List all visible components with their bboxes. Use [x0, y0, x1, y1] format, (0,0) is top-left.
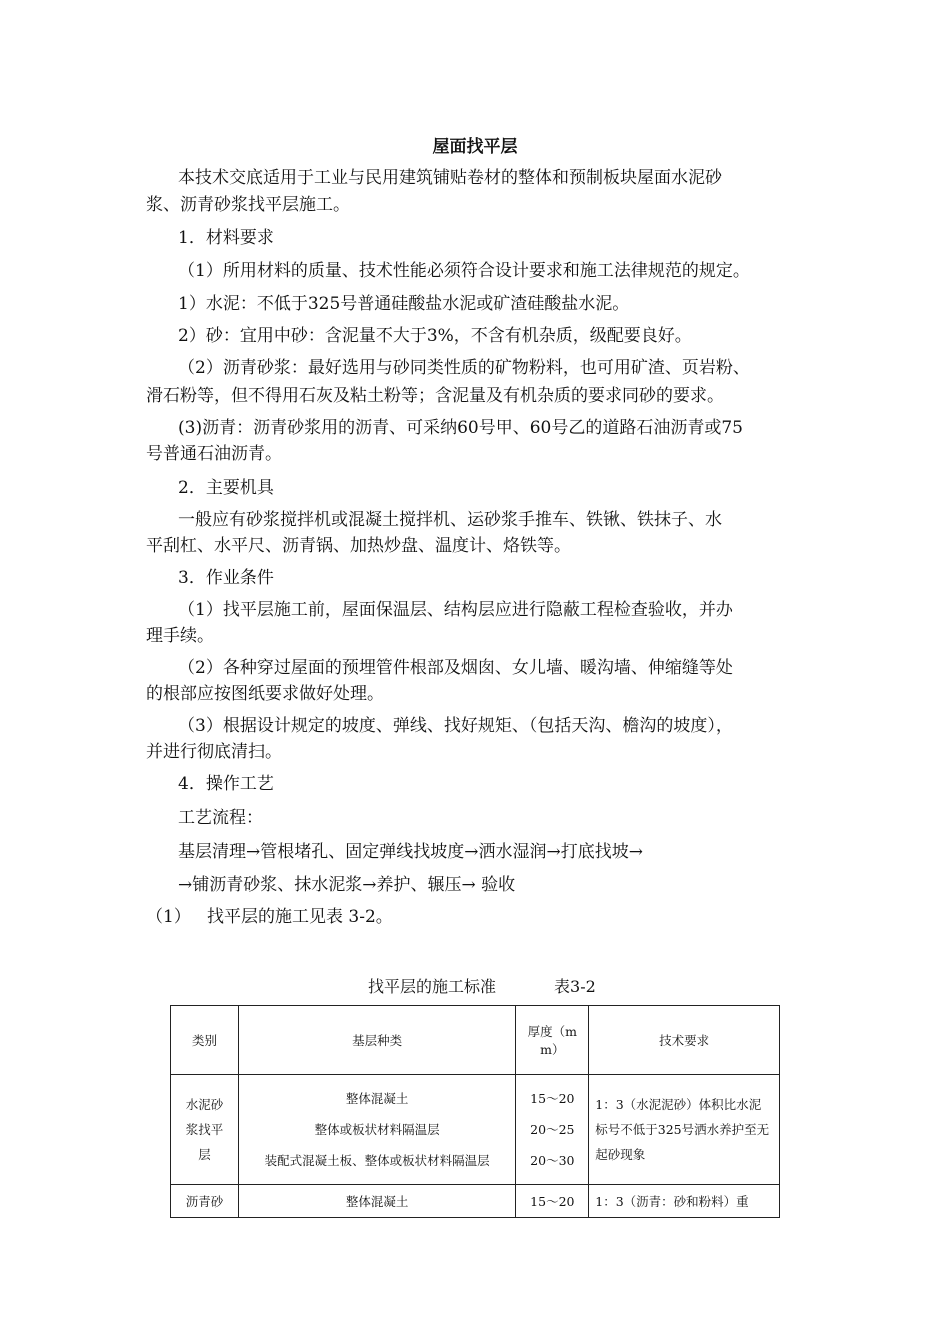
base-cell: 整体混凝土	[238, 1185, 515, 1218]
thickness-line: 20～25	[530, 1122, 575, 1137]
paragraph-line: （2）沥青砂浆：最好选用与砂同类性质的矿物粉料，也可用矿渣、页岩粉、	[178, 358, 750, 378]
section-heading: 3．作业条件	[178, 568, 274, 588]
header-cell-thickness	[516, 1006, 589, 1075]
table-caption-title: 找平层的施工标准	[368, 977, 497, 996]
page-title: 屋面找平层	[432, 137, 518, 157]
section-heading: 1．材料要求	[178, 228, 274, 248]
category-line: 水泥砂	[185, 1097, 224, 1112]
construction-standard-table	[170, 1005, 780, 1218]
paragraph-line: （1）找平层施工前，屋面保温层、结构层应进行隐蔽工程检查验收，并办	[178, 600, 733, 620]
table-number: 表3-2	[554, 977, 596, 996]
table-row	[171, 1185, 780, 1218]
paragraph-line: （2）各种穿过屋面的预埋管件根部及烟囱、女儿墙、暖沟墙、伸缩缝等处	[178, 658, 733, 678]
paragraph-line: （3）根据设计规定的坡度、弹线、找好规矩、（包括天沟、檐沟的坡度），	[178, 716, 733, 736]
category-cell	[171, 1075, 239, 1185]
paragraph-line: 的根部应按图纸要求做好处理。	[146, 684, 384, 704]
paragraph-line: 平刮杠、水平尺、沥青锅、加热炒盘、温度计、烙铁等。	[146, 536, 571, 556]
header-cell-base: 基层种类	[238, 1006, 515, 1075]
thickness-cell: 15～20	[516, 1185, 589, 1218]
header-thickness-line: 厚度（m	[527, 1024, 577, 1039]
base-cell	[238, 1075, 515, 1185]
paragraph-line: (3)沥青：沥青砂浆用的沥青、可采纳60号甲、60号乙的道路石油沥青或75	[178, 418, 743, 438]
category-cell: 沥青砂	[171, 1185, 239, 1218]
paragraph-line: 滑石粉等，但不得用石灰及粘土粉等；含泥量及有机杂质的要求同砂的要求。	[146, 386, 724, 406]
table-row	[171, 1075, 780, 1185]
category-line: 层	[198, 1147, 211, 1162]
header-cell-category: 类别	[171, 1006, 239, 1075]
paragraph-line: 2）砂：宜用中砂：含泥量不大于3%，不含有机杂质，级配要良好。	[178, 326, 692, 346]
thickness-line: 15～20	[530, 1091, 575, 1106]
paragraph-line: （1）所用材料的质量、技术性能必须符合设计要求和施工法律规范的规定。	[178, 261, 750, 281]
paragraph-line: 号普通石油沥青。	[146, 444, 282, 464]
process-flow-line: →铺沥青砂浆、抹水泥浆→养护、辗压→ 验收	[178, 875, 516, 895]
requirement-cell: 1：3（水泥泥砂）体积比水泥标号不低于325号洒水养护至无起砂现象	[589, 1075, 780, 1185]
thickness-line: 20～30	[530, 1153, 575, 1168]
section-heading: 2．主要机具	[178, 478, 274, 498]
section-heading: 4．操作工艺	[178, 774, 274, 794]
category-line: 浆找平	[185, 1122, 224, 1137]
requirement-cell: 1：3（沥青：砂和粉料）重	[589, 1185, 780, 1218]
paragraph-line: 1）水泥：不低于325号普通硅酸盐水泥或矿渣硅酸盐水泥。	[178, 294, 630, 314]
thickness-cell	[516, 1075, 589, 1185]
paragraph-line: 并进行彻底清扫。	[146, 742, 282, 762]
paragraph-line: 一般应有砂浆搅拌机或混凝土搅拌机、运砂浆手推车、铁锹、铁抹子、水	[178, 510, 722, 530]
header-thickness-line: m）	[540, 1042, 565, 1057]
header-cell-requirement: 技术要求	[589, 1006, 780, 1075]
base-line: 整体混凝土	[345, 1091, 409, 1106]
paragraph-line: 浆、沥青砂浆找平层施工。	[146, 195, 350, 215]
paragraph-line: 工艺流程：	[178, 808, 263, 828]
base-line: 整体或板状材料隔温层	[314, 1122, 440, 1137]
base-line: 装配式混凝土板、整体或板状材料隔温层	[264, 1153, 490, 1168]
table-caption	[368, 974, 596, 997]
table-header-row	[171, 1006, 780, 1075]
process-flow-line: 基层清理→管根堵孔、固定弹线找坡度→洒水湿润→打底找坡→	[178, 842, 643, 862]
paragraph-line: 本技术交底适用于工业与民用建筑铺贴卷材的整体和预制板块屋面水泥砂	[178, 168, 722, 188]
paragraph-line: （1） 找平层的施工见表 3-2。	[146, 907, 393, 927]
paragraph-line: 理手续。	[146, 626, 214, 646]
